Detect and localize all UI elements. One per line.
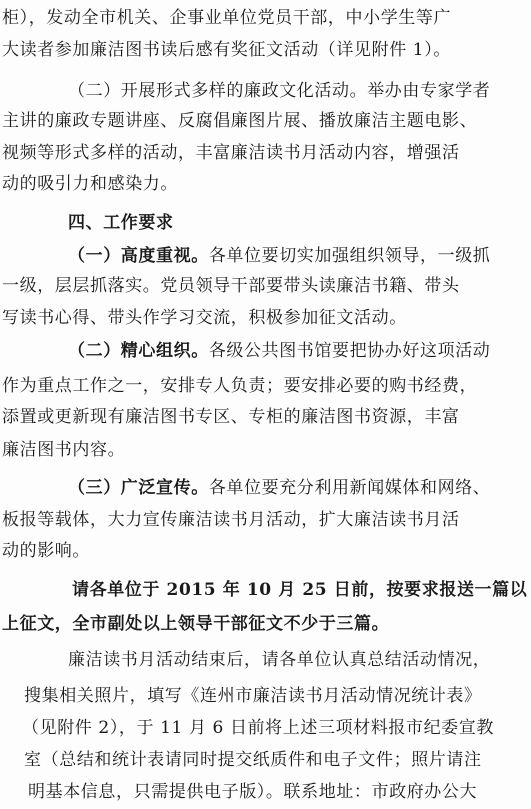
bold-text-run: 请各单位于 2015 年 10 月 25 日前，按要求报送一篇以 [72,580,528,600]
bold-text-run: （一）高度重视。 [68,246,209,266]
text-run: （见附件 2），于 11 月 6 日前将上述三项材料报市纪委宣教 [22,718,494,738]
text-run: 各单位要切实加强组织领导，一级抓 [208,246,491,266]
text-line [72,578,527,602]
text-line [24,748,482,772]
text-line [2,38,451,62]
text-run: 室（总结和统计表请同时提交纸质件和电子文件；照片请注 [24,750,482,770]
text-line [2,539,90,563]
bold-text-run: 上征文，全市副处以上领导干部征文不少于三篇。 [2,614,390,634]
text-line [2,109,477,133]
text-line [2,172,178,196]
text-run: 写读书心得、带头作学习交流，积极参加征文活动。 [2,308,407,328]
text-run: 主讲的廉政专题讲座、反腐倡廉图片展、播放廉洁主题电影、 [2,111,478,131]
text-line [68,244,490,268]
text-run: 视频等形式多样的活动，丰富廉洁读书月活动内容，增强活 [2,143,460,163]
text-line [2,612,389,636]
text-run: 动的影响。 [2,541,90,561]
text-run: 作为重点工作之一，安排专人负责；要安排必要的购书经费， [2,376,478,396]
text-run: 大读者参加廉洁图书读后感有奖征文活动（详见附件 1）。 [2,40,451,60]
text-run: 廉洁读书月活动结束后，请各单位认真总结活动情况， [68,650,491,670]
section-heading: 四、工作要求 [68,213,174,233]
text-line [68,211,174,235]
text-line [68,79,490,103]
text-run: 一级，层层抓落实。党员领导干部要带头读廉洁书籍、带头 [2,276,460,296]
text-line [2,438,125,462]
text-run: 各单位要充分利用新闻媒体和网络、 [208,478,491,498]
text-line [68,339,490,363]
text-line [28,780,477,804]
text-line [24,684,482,708]
text-run: （二）开展形式多样的廉政文化活动。举办由专家学者 [68,81,491,101]
text-run: 各级公共图书馆要把协办好这项活动 [208,341,491,361]
text-line [68,476,490,500]
text-line [2,405,460,429]
text-line [2,306,407,330]
text-run: 板报等载体，大力宣传廉洁读书月活动，扩大廉洁读书月活 [2,510,460,530]
bold-text-run: （三）广泛宣传。 [68,478,209,498]
bold-text-run: （二）精心组织。 [68,341,209,361]
text-run: 动的吸引力和感染力。 [2,174,178,194]
text-line [2,274,460,298]
text-line [2,374,477,398]
text-run: 柜），发动全市机关、企事业单位党员干部，中小学生等广 [2,8,452,28]
text-line [22,716,494,740]
text-line [2,141,460,165]
text-run: 搜集相关照片，填写《连州市廉洁读书月活动情况统计表》 [24,686,482,706]
text-line [2,6,451,30]
text-line [2,508,460,532]
text-run: 明基本信息，只需提供电子版）。联系地址：市政府办公大 [28,782,478,802]
text-run: 廉洁图书内容。 [2,440,126,460]
text-line [68,648,490,672]
text-run: 添置或更新现有廉洁图书专区、专柜的廉洁图书资源，丰富 [2,407,460,427]
